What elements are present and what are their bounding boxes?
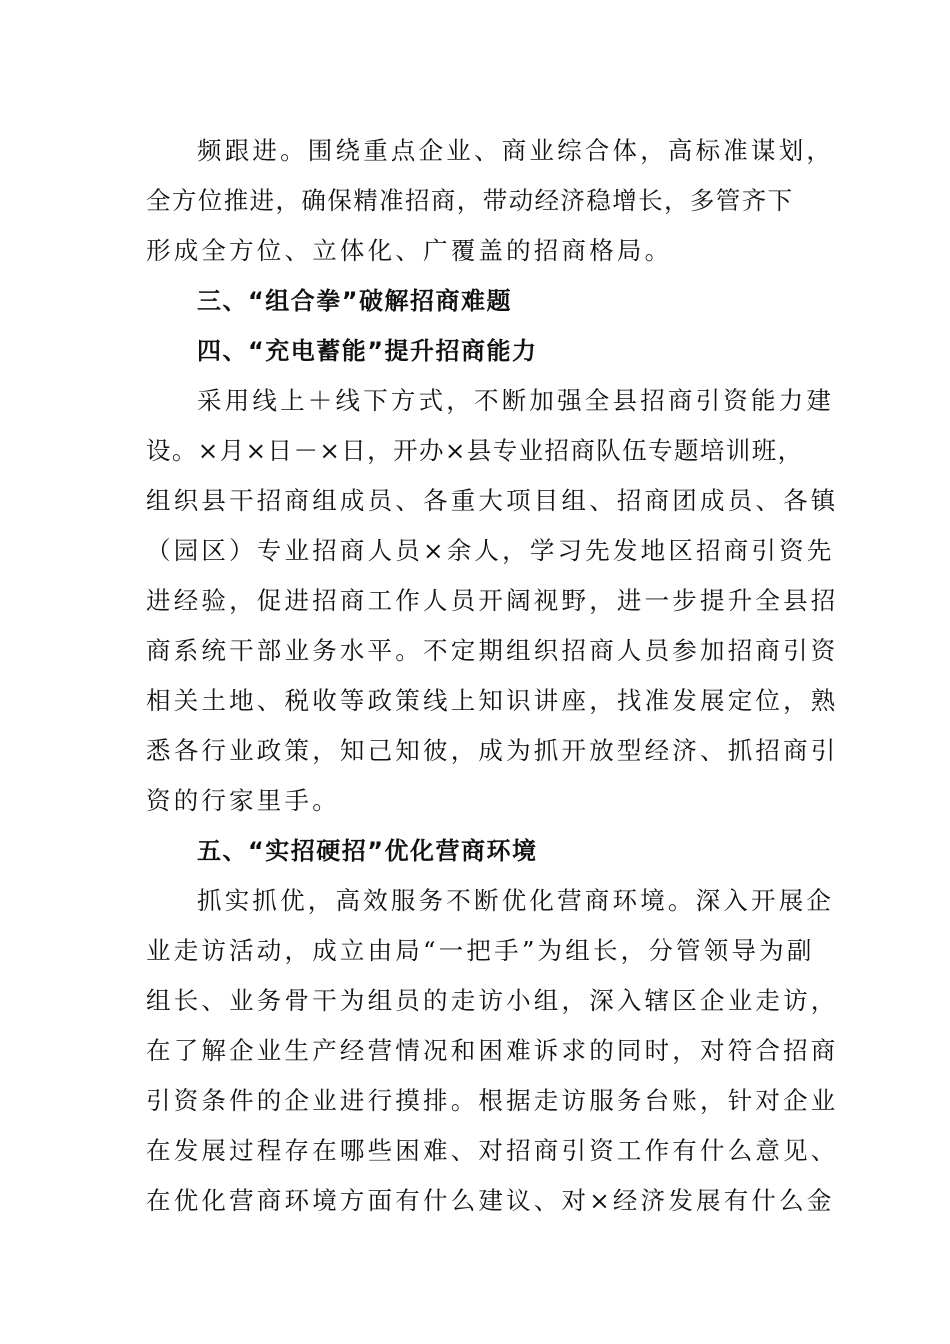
paragraph-line: 资的行家里手。 — [146, 786, 340, 815]
paragraph-line: 全方位推进，确保精准招商，带动经济稳增长，多管齐下 — [146, 186, 794, 215]
section-heading-5: 五、“实招硬招”优化营商环境 — [197, 837, 538, 865]
section-heading-4: 四、“充电蓄能”提升招商能力 — [197, 337, 538, 365]
paragraph-line: 抓实抓优，高效服务不断优化营商环境。深入开展企 — [197, 886, 835, 915]
section-heading-3: 三、“组合拳”破解招商难题 — [197, 287, 513, 315]
paragraph-line: 在了解企业生产经营情况和困难诉求的同时，对符合招商 — [146, 1036, 839, 1065]
paragraph-line: 形成全方位、立体化、广覆盖的招商格局。 — [146, 236, 673, 265]
paragraph-line: 相关土地、税收等政策线上知识讲座，找准发展定位，熟 — [146, 686, 839, 715]
paragraph-line: 组织县干招商组成员、各重大项目组、招商团成员、各镇 — [146, 486, 839, 515]
paragraph-line: 设。×月×日－×日，开办×县专业招商队伍专题培训班， — [146, 436, 804, 465]
paragraph-line: 在优化营商环境方面有什么建议、对×经济发展有什么金 — [146, 1186, 835, 1215]
paragraph-line: 频跟进。围绕重点企业、商业综合体，高标准谋划， — [197, 136, 835, 165]
paragraph-line: 采用线上＋线下方式，不断加强全县招商引资能力建 — [197, 386, 835, 415]
paragraph-line: 进经验，促进招商工作人员开阔视野，进一步提升全县招 — [146, 586, 839, 615]
paragraph-line: 引资条件的企业进行摸排。根据走访服务台账，针对企业 — [146, 1086, 839, 1115]
paragraph-line: 业走访活动，成立由局“一把手”为组长，分管领导为副 — [146, 936, 815, 965]
paragraph-line: 商系统干部业务水平。不定期组织招商人员参加招商引资 — [146, 636, 839, 665]
paragraph-line: 组长、业务骨干为组员的走访小组，深入辖区企业走访， — [146, 986, 839, 1015]
paragraph-line: 悉各行业政策，知己知彼，成为抓开放型经济、抓招商引 — [146, 736, 839, 765]
paragraph-line: （园区）专业招商人员×余人，学习先发地区招商引资先 — [146, 536, 835, 565]
paragraph-line: 在发展过程存在哪些困难、对招商引资工作有什么意见、 — [146, 1136, 839, 1165]
